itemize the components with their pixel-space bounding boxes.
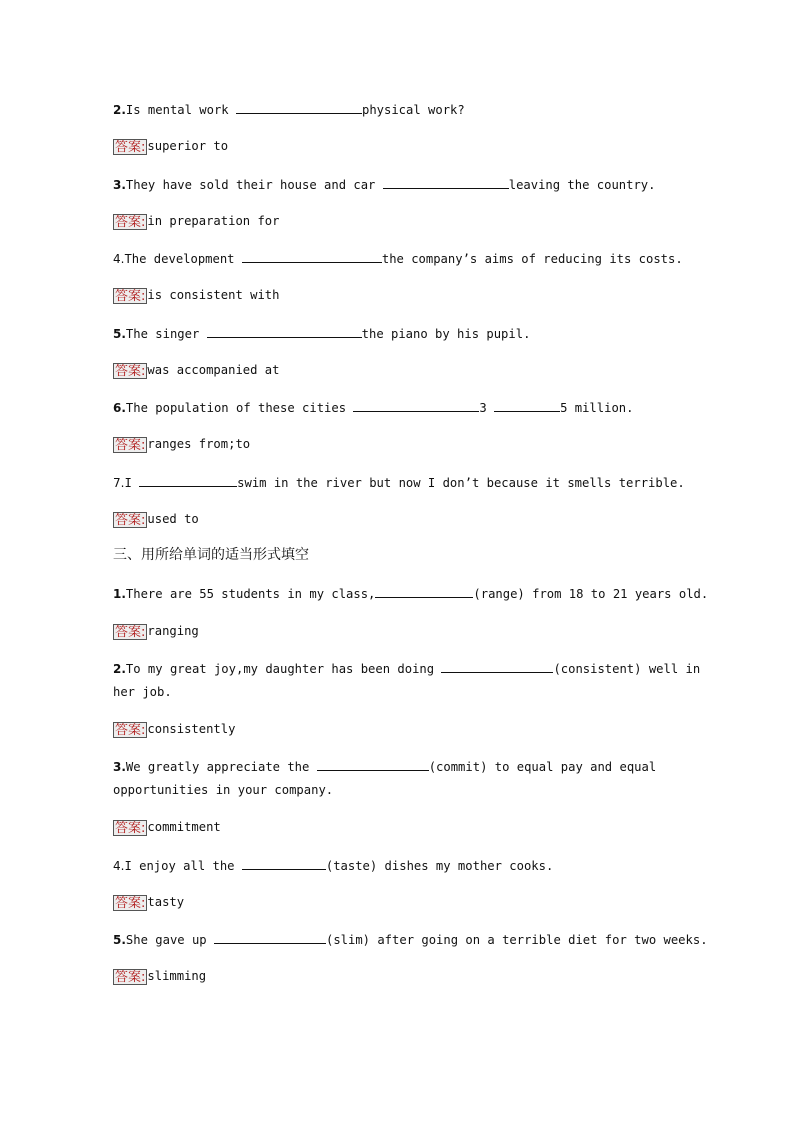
question-number: 4. [113,859,125,873]
answer-text: ranging [147,624,199,638]
question-text: (slim) after going on a terrible diet for two weeks. [325,933,708,947]
answer-3-4 [113,894,184,911]
question-text: the company’s aims of reducing its costs. [381,252,683,266]
answer-blank [207,325,362,338]
answer-blank [353,399,479,412]
answer-2-7 [113,511,199,528]
answer-blank [441,660,553,673]
answer-blank [383,176,509,189]
question-text: To my great joy,my daughter has been doing [125,662,442,676]
answer-label: 答案: [115,512,146,528]
question-2-6 [113,399,633,416]
answer-text: was accompanied at [147,363,280,377]
answer-2-3 [113,213,279,230]
answer-text: is consistent with [147,288,280,302]
question-number: 5. [113,933,126,947]
question-text: We greatly appreciate the [125,760,317,774]
answer-label: 答案: [115,969,146,985]
answer-blank [214,931,326,944]
answer-label: 答案: [115,437,146,453]
question-text: She gave up [125,933,214,947]
question-text: They have sold their house and car [125,178,383,192]
question-text: (commit) to equal pay and equal [428,760,657,774]
answer-blank [375,585,473,598]
answer-3-1 [113,623,199,640]
answer-text: ranges from;to [147,437,251,451]
answer-2-6 [113,436,250,453]
question-3-1 [113,585,708,602]
section-heading: 三、用所给单词的适当形式填空 [113,547,309,563]
question-text: physical work? [361,103,465,117]
answer-label: 答案: [115,820,146,836]
answer-text: tasty [147,895,185,909]
question-text: Is mental work [125,103,236,117]
question-text: The singer [125,327,207,341]
answer-label: 答案: [115,722,146,738]
question-text: I enjoy all the [124,859,242,873]
question-number: 5. [113,327,126,341]
question-number: 3. [113,760,126,774]
answer-3-2 [113,721,235,738]
question-text: (taste) dishes my mother cooks. [325,859,554,873]
answer-label: 答案: [115,895,146,911]
answer-blank [242,250,382,263]
answer-blank [139,474,237,487]
answer-label: 答案: [115,139,146,155]
question-number: 4. [113,252,125,266]
question-3-2 [113,660,700,677]
answer-text: in preparation for [147,214,280,228]
question-text: 5 million. [560,401,634,415]
question-text: her job. [113,685,172,699]
answer-3-3 [113,819,221,836]
question-text: (range) from 18 to 21 years old. [473,587,709,601]
answer-2-4 [113,287,279,304]
answer-label: 答案: [115,363,146,379]
answer-blank [242,857,326,870]
question-number: 1. [113,587,126,601]
question-number: 2. [113,103,126,117]
question-2-4 [113,250,683,267]
question-3-3-continued [113,782,333,798]
answer-text: commitment [147,820,221,834]
answer-2-2 [113,138,228,155]
question-text: I [124,476,140,490]
question-text: swim in the river but now I don’t because it smells terrible. [237,476,685,490]
answer-2-5 [113,362,279,379]
answer-blank [236,101,362,114]
answer-text: superior to [147,139,229,153]
question-2-7 [113,474,685,491]
question-text: 3 [479,401,495,415]
question-text: The development [124,252,242,266]
question-text: the piano by his pupil. [361,327,531,341]
question-number: 6. [113,401,126,415]
answer-label: 答案: [115,214,146,230]
answer-text: slimming [147,969,207,983]
question-2-3 [113,176,655,193]
question-text: (consistent) well in [553,662,701,676]
answer-3-5 [113,968,206,985]
question-2-5 [113,325,530,342]
answer-text: consistently [147,722,236,736]
question-text: leaving the country. [508,178,656,192]
question-3-2-continued [113,684,172,700]
question-number: 3. [113,178,126,192]
answer-blank [494,399,560,412]
answer-label: 答案: [115,624,146,640]
question-number: 7. [113,476,125,490]
question-text: There are 55 students in my class, [125,587,376,601]
answer-label: 答案: [115,288,146,304]
question-2-2 [113,101,465,118]
answer-blank [317,758,429,771]
question-3-3 [113,758,656,775]
question-text: The population of these cities [125,401,354,415]
question-3-5 [113,931,708,948]
answer-text: used to [147,512,199,526]
question-number: 2. [113,662,126,676]
question-3-4 [113,857,553,874]
question-text: opportunities in your company. [113,783,334,797]
